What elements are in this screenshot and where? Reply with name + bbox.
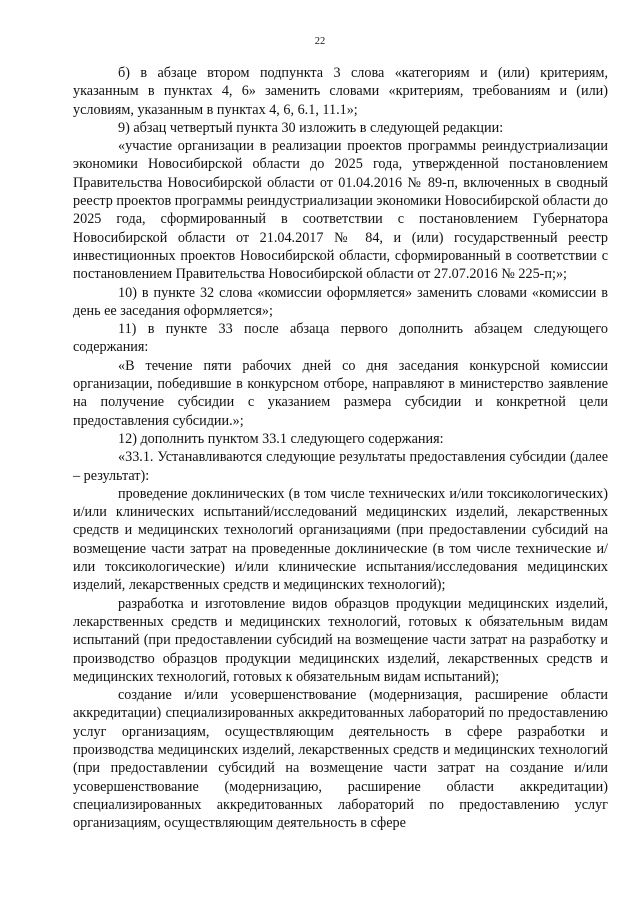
paragraph-result-preclinical: проведение доклинических (в том числе технических и/или токсикологических) и/или клинических испытаний/исследований медицинских изделий, лекарственных средств и медицинских технологий организациями (при предоставлении субсидий на возмещение части затрат на проведенные доклинические (в том числе технические и/или токсикологические) и/или клинические испытания/исследования медицинских изделий, лекарственных средств и медицинских технологий); [73, 485, 608, 594]
paragraph-result-laboratories: создание и/или усовершенствование (модернизация, расширение области аккредитации) специализированных аккредитованных лабораторий по предоставлению услуг организациям, осуществляющим деятельность в сфере разработки и производства медицинских изделий, лекарственных средств и медицинских технологий (при предоставлении субсидий на возмещение части затрат на создание и/или усовершенствование (модернизацию, расширение области аккредитации) специализированных аккредитованных лабораторий по предоставлению услуг организациям, осуществляющим деятельность в сфере [73, 687, 608, 832]
paragraph-item-11: 11) в пункте 33 после абзаца первого дополнить абзацем следующего содержания: [73, 321, 608, 356]
paragraph-result-samples: разработка и изготовление видов образцов продукции медицинских изделий, лекарственных средств и медицинских технологий, готовых к обязательным видам испытаний (при предоставлении субсидий на возмещение части затрат на разработку и производство образцов продукции медицинских изделий, лекарственных средств и медицинских технологий, готовых к обязательным видам испытаний); [73, 595, 608, 685]
paragraph-amendment-b: б) в абзаце втором подпункта 3 слова «категориям и (или) критериям, указанным в пунктах 4, 6» заменить словами «критериям, требованиям и (или) условиям, указанным в пунктах 4, 6, 6.1, 11.1»; [73, 65, 608, 118]
document-body [73, 64, 608, 832]
page-number: 22 [314, 36, 326, 47]
paragraph-item-12: 12) дополнить пунктом 33.1 следующего содержания: [118, 430, 444, 447]
paragraph-quoted-five-days: «В течение пяти рабочих дней со дня заседания конкурсной комиссии организации, победившие в конкурсном отборе, направляют в министерство заявление на получение субсидии с указанием размера субсидии и конкретной цели предоставления субсидии.»; [73, 357, 608, 429]
paragraph-quoted-participation: «участие организации в реализации проектов программы реиндустриализации экономики Новосибирской области до 2025 года, утвержденной постановлением Правительства Новосибирской области от 01.04.2016 № 89-п, включенных в сводный реестр проектов программы реиндустриализации экономики Новосибирской области до 2025 года, сформированный в соответствии с постановлением Губернатора Новосибирской области от 21.04.2017 № 84, и (или) государственный реестр инвестиционных проектов Новосибирской области, сформированный в соответствии с постановлением Правительства Новосибирской области от 27.07.2016 № 225-п;»; [73, 138, 608, 283]
paragraph-clause-33-1: «33.1. Устанавливаются следующие результаты предоставления субсидии (далее – результат): [73, 449, 608, 484]
paragraph-item-10: 10) в пункте 32 слова «комиссии оформляется» заменить словами «комиссии в день ее заседания оформляется»; [73, 284, 608, 319]
paragraph-item-9: 9) абзац четвертый пункта 30 изложить в следующей редакции: [118, 119, 504, 136]
